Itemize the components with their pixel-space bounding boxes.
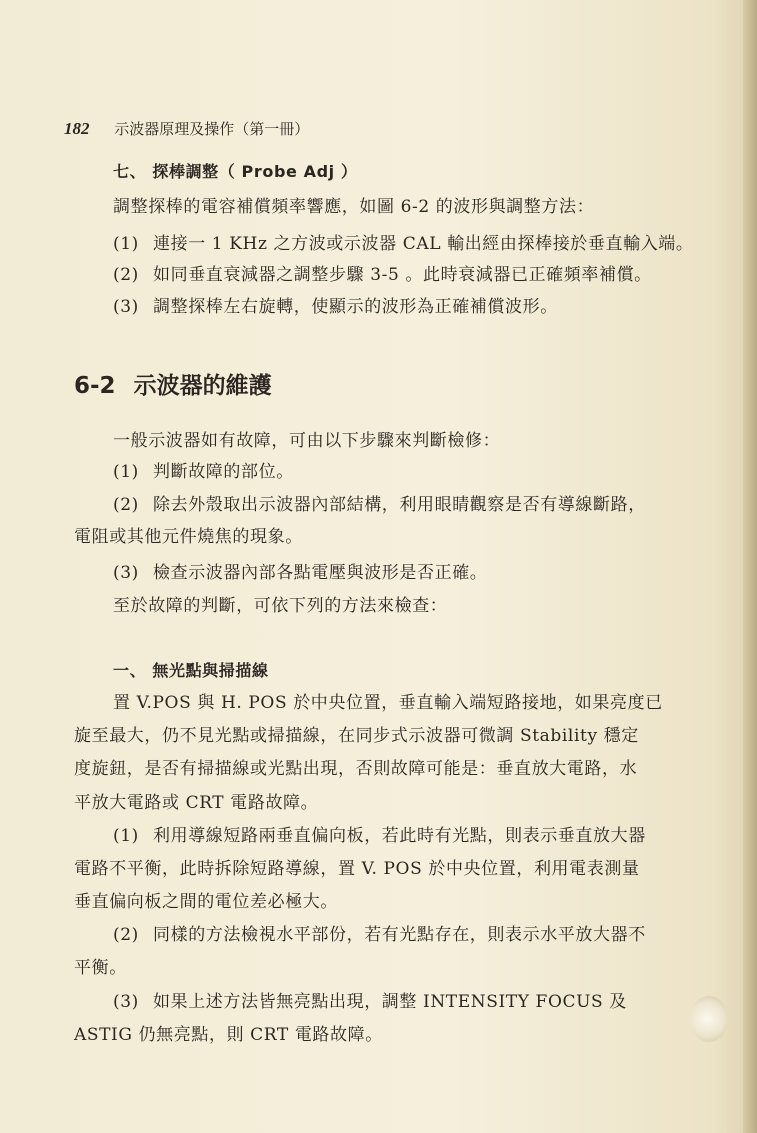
maintenance-step [113,558,487,583]
item-continued: 垂直偏向板之間的電位差必極大。 [74,892,338,912]
maintenance-step [113,490,646,515]
numbered-item [113,987,627,1012]
item-text: 同樣的方法檢視水平部份，若有光點存在，則表示水平放大器不 [153,925,646,945]
maintenance-step-continued: 電阻或其他元件燒焦的現象。 [74,527,303,547]
step-text: 連接一 1 KHz 之方波或示波器 CAL 輸出經由探棒接於垂直輸入端。 [153,234,694,254]
probe-step [113,229,694,254]
probe-adjust-heading: 七、 探棒調整（ Probe Adj ） [113,162,358,181]
paragraph-line: 平放大電路或 CRT 電路故障。 [74,793,319,813]
item-number: (3) [113,992,139,1012]
item-continued: ASTIG 仍無亮點，則 CRT 電路故障。 [74,1025,383,1045]
maintenance-outro: 至於故障的判斷，可依下列的方法來檢查： [113,596,448,616]
paragraph-line: 度旋鈕，是否有掃描線或光點出現，否則故障可能是：垂直放大電路，水 [74,759,638,779]
step-text: 判斷故障的部位。 [153,462,294,482]
step-number: (1) [113,234,139,254]
item-text: 利用導線短路兩垂直偏向板，若此時有光點，則表示垂直放大器 [153,826,646,846]
section-heading [74,367,272,400]
step-text: 檢查示波器內部各點電壓與波形是否正確。 [153,563,488,583]
page-number: 182 [64,119,90,138]
paragraph-line: 旋至最大，仍不見光點或掃描線，在同步式示波器可微調 Stability 穩定 [74,726,639,746]
step-text: 除去外殼取出示波器內部結構，利用眼睛觀察是否有導線斷路， [153,495,646,515]
item-continued: 平衡。 [74,958,127,978]
no-spot-heading: 一、 無光點與掃描線 [113,661,269,680]
item-continued: 電路不平衡，此時拆除短路導線，置 V. POS 於中央位置，利用電表測量 [74,859,640,879]
step-number: (3) [113,297,139,317]
section-title: 示波器的維護 [133,373,272,399]
book-title: 示波器原理及操作（第一冊） [114,120,310,138]
item-number: (1) [113,826,139,846]
maintenance-step [113,457,294,482]
binding-hole [690,996,728,1042]
maintenance-intro: 一般示波器如有故障，可由以下步驟來判斷檢修： [113,431,501,451]
numbered-item [113,920,646,945]
step-number: (3) [113,563,139,583]
running-header [64,118,309,139]
section-number: 6-2 [74,373,116,399]
item-text: 如果上述方法皆無亮點出現，調整 INTENSITY FOCUS 及 [153,992,627,1012]
step-number: (2) [113,265,139,285]
probe-step [113,260,652,285]
page-edge [743,0,757,1133]
step-text: 調整探棒左右旋轉，使顯示的波形為正確補償波形。 [153,297,558,317]
numbered-item [113,821,646,846]
step-text: 如同垂直衰減器之調整步驟 3-5 。此時衰減器已正確頻率補償。 [153,265,652,285]
step-number: (2) [113,495,139,515]
probe-intro: 調整探棒的電容補償頻率響應，如圖 6-2 的波形與調整方法： [113,197,595,217]
item-number: (2) [113,925,139,945]
paragraph-line: 置 V.POS 與 H. POS 於中央位置，垂直輸入端短路接地，如果亮度已 [113,693,663,713]
step-number: (1) [113,462,139,482]
probe-step [113,292,558,317]
